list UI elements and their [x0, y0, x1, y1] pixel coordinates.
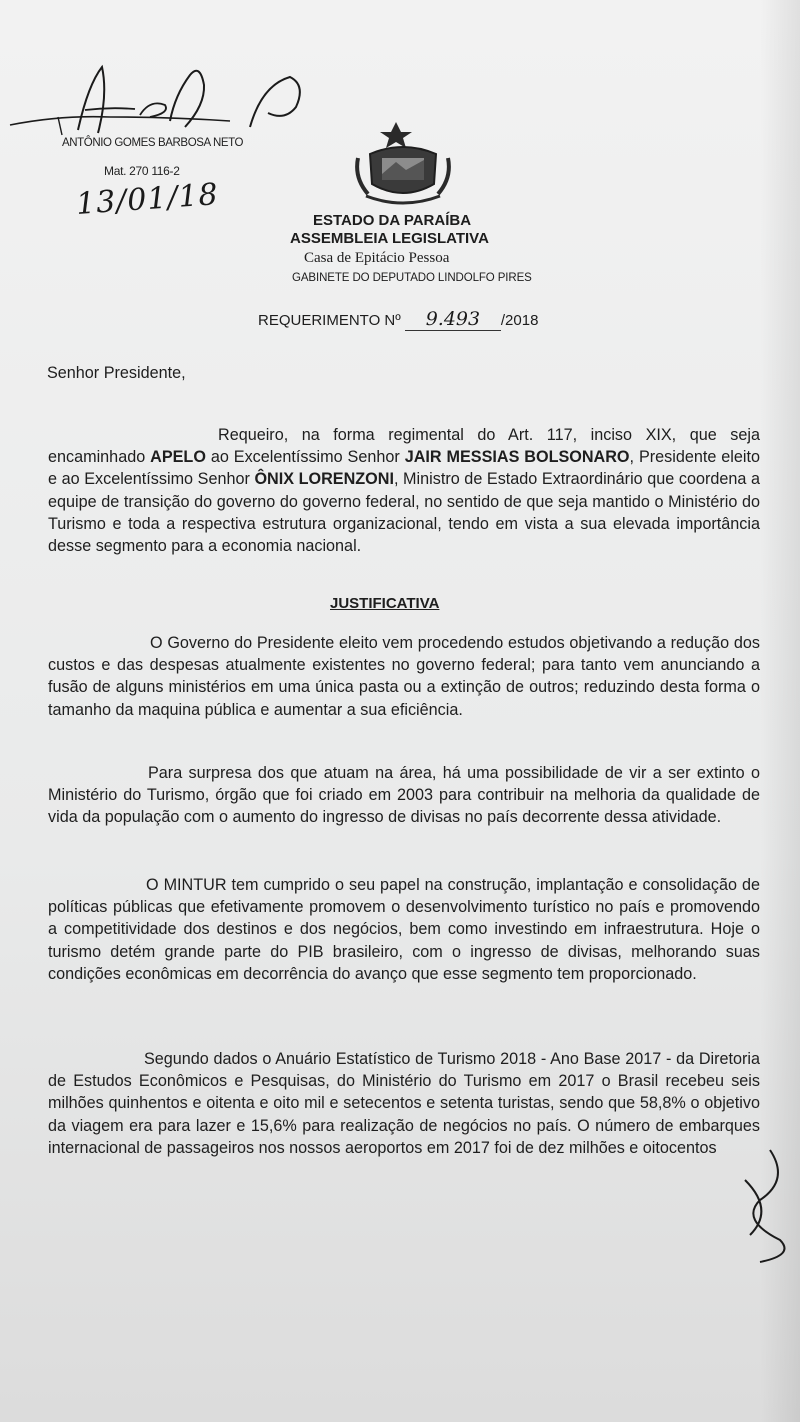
request-text-3: , Presidente eleito e ao Excelentíssimo Senhor: [48, 448, 760, 489]
signer-registration: Mat. 270 116-2: [104, 164, 180, 178]
requerimento-year: /2018: [500, 312, 539, 329]
justification-title: JUSTIFICATIVA: [330, 595, 440, 612]
requerimento-number: 9.493: [405, 308, 501, 331]
request-paragraph: [48, 424, 760, 557]
margin-rubric-scribble: [700, 1140, 800, 1270]
justification-text-3: O MINTUR tem cumprido o seu papel na construção, implantação e consolidação de políticas públicas que efetivamente promovem o desenvolvimento turístico no país e promovendo a competitividade dos destinos e dos negócios, bem como investindo em infraestrutura. Hoje o turismo detém grande parte do PIB brasileiro, com o ingresso de divisas, melhorando suas condições econômicas em decorrência do avanço que esse segmento tem proporcionado.: [48, 876, 760, 983]
request-text-1: Requeiro, na forma regimental do Art. 117, inciso XIX, que seja encaminhado: [48, 426, 760, 467]
header-state: ESTADO DA PARAÍBA: [313, 212, 472, 229]
request-bold-minister: ÔNIX LORENZONI: [254, 470, 394, 489]
justification-paragraph-1: [48, 632, 760, 721]
handwritten-date: 13/01/18: [74, 177, 220, 222]
justification-paragraph-3: [48, 874, 760, 985]
header-house: Casa de Epitácio Pessoa: [304, 250, 450, 266]
signer-name: ANTÔNIO GOMES BARBOSA NETO: [62, 137, 244, 149]
request-text-2: ao Excelentíssimo Senhor: [205, 448, 405, 467]
header-office: GABINETE DO DEPUTADO LINDOLFO PIRES: [292, 272, 532, 284]
justification-paragraph-2: [48, 762, 760, 829]
state-coat-of-arms-icon: [348, 118, 458, 208]
requerimento-label: REQUERIMENTO Nº: [258, 312, 401, 329]
justification-text-2: Para surpresa dos que atuam na área, há uma possibilidade de vir a ser extinto o Ministério do Turismo, órgão que foi criado em 2003 para contribuir na melhoria da qualidade de vida da população com o aumento do ingresso de divisas no país decorrente dessa atividade.: [48, 764, 760, 827]
header-assembly: ASSEMBLEIA LEGISLATIVA: [290, 230, 489, 247]
request-bold-apelo: APELO: [150, 448, 206, 467]
request-text-4: , Ministro de Estado Extraordinário que coordena a equipe de transição do governo do governo federal, no sentido de que seja mantido o Ministério do Turismo e toda a respectiva estrutura organizacional, tendo em vista a sua elevada importância desse segmento para a economia nacional.: [48, 470, 760, 556]
justification-text-1: O Governo do Presidente eleito vem procedendo estudos objetivando a redução dos custos e das despesas atualmente existentes no governo federal; para tanto vem anunciando a fusão de alguns ministérios em uma única pasta ou a extinção de outros; reduzindo desta forma o tamanho da maquina pública e aumentar a sua eficiência.: [48, 634, 760, 719]
salutation: Senhor Presidente,: [47, 364, 186, 382]
justification-paragraph-4: [48, 1048, 760, 1159]
request-bold-president: JAIR MESSIAS BOLSONARO: [404, 448, 630, 467]
requerimento-line: [258, 308, 538, 331]
justification-text-4: Segundo dados o Anuário Estatístico de Turismo 2018 - Ano Base 2017 - da Diretoria de Estudos Econômicos e Pesquisas, do Ministério do Turismo em 2017 o Brasil recebeu seis milhões quinhentos e oitenta e oito mil e setecentos e setenta turistas, sendo que 58,8% o objetivo da viagem era para lazer e 15,6% para realização de negócios no país. O número de embarques internacional de passageiros nos nossos aeroportos em 2017 foi de dez milhões e oitocentos: [48, 1050, 760, 1157]
